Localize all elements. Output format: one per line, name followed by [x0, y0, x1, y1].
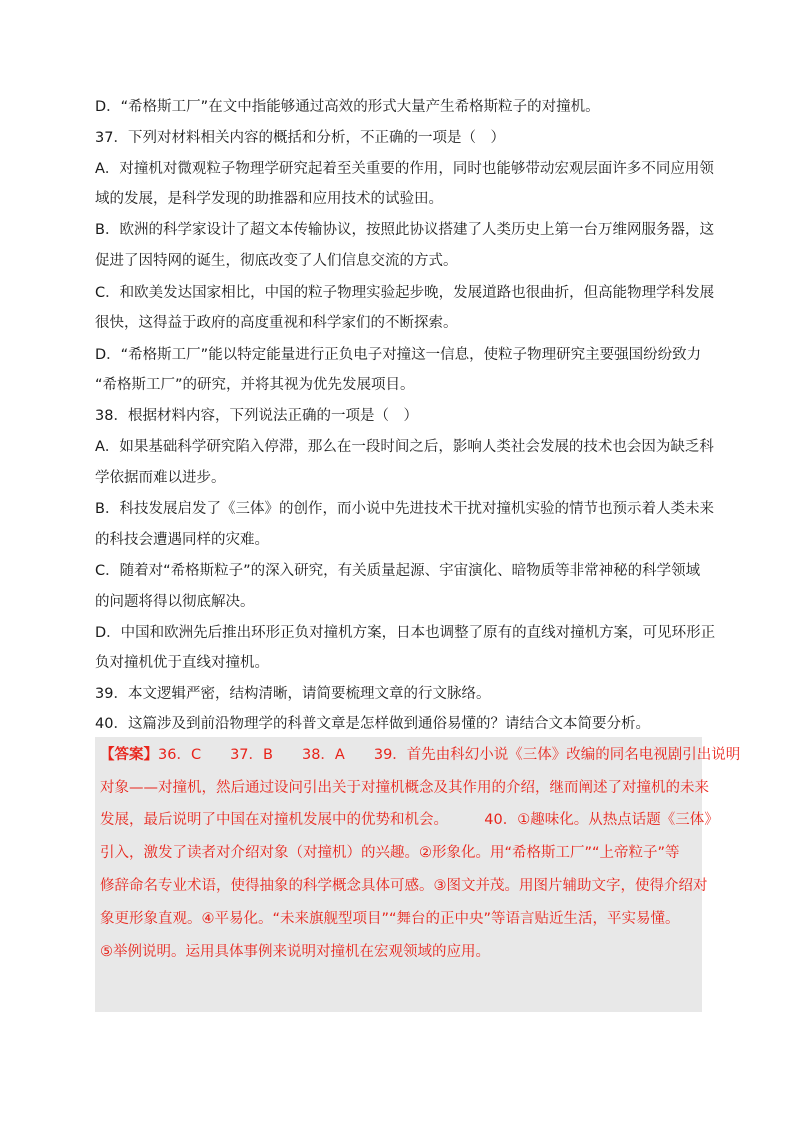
- option-d-q38-l1: D．中国和欧洲先后推出环形正负对撞机方案，日本也调整了原有的直线对撞机方案，可见环形正: [95, 625, 716, 641]
- option-a-q38-l2: 学依据而难以进步。: [95, 470, 226, 486]
- answer-text-1: 36．C 37．B 38．A 39．首先由科幻小说《三体》改编的同名电视剧引出说明: [158, 747, 741, 763]
- option-d-q37-l1: D．“希格斯工厂”能以特定能量进行正负电子对撞这一信息，使粒子物理研究主要强国纷纷致力: [95, 347, 702, 363]
- question-37: 37．下列对材料相关内容的概括和分析，不正确的一项是（ ）: [95, 130, 505, 146]
- option-c-q37-l2: 很快，这得益于政府的高度重视和科学家们的不断探索。: [95, 315, 458, 331]
- option-c-q38-l2: 的问题将得以彻底解决。: [95, 594, 255, 610]
- question-39: 39．本文逻辑严密，结构清晰，请简要梳理文章的行文脉络。: [95, 686, 491, 702]
- option-a-q38-l1: A．如果基础科学研究陷入停滞，那么在一段时间之后，影响人类社会发展的技术也会因为缺乏科: [95, 439, 714, 455]
- option-b-q38-l1: B．科技发展启发了《三体》的创作，而小说中先进技术干扰对撞机实验的情节也预示着人类未来: [95, 501, 714, 517]
- option-d-q37-l2: “希格斯工厂”的研究，并将其视为优先发展项目。: [95, 377, 415, 393]
- answer-line-5: 修辞命名专业术语，使得抽象的科学概念具体可感。③图文并茂。用图片辅助文字，使得介绍对: [100, 878, 708, 894]
- answer-line-2: 对象——对撞机，然后通过设问引出关于对撞机概念及其作用的介绍，继而阐述了对撞机的未来: [100, 780, 709, 796]
- option-d-q36: D．“希格斯工厂”在文中指能够通过高效的形式大量产生希格斯粒子的对撞机。: [95, 99, 600, 115]
- option-b-q37-l2: 促进了因特网的诞生，彻底改变了人们信息交流的方式。: [95, 253, 458, 269]
- option-d-q38-l2: 负对撞机优于直线对撞机。: [95, 655, 269, 671]
- answer-line-3: 发展，最后说明了中国在对撞机发展中的优势和机会。 40．①趣味化。从热点话题《三体》: [100, 812, 719, 828]
- option-b-q37-l1: B．欧洲的科学家设计了超文本传输协议，按照此协议搭建了人类历史上第一台万维网服务器，这: [95, 222, 714, 238]
- answer-line-4: 引入，激发了读者对介绍对象（对撞机）的兴趣。②形象化。用“希格斯工厂”“上帝粒子”等: [100, 845, 680, 861]
- question-40: 40．这篇涉及到前沿物理学的科普文章是怎样做到通俗易懂的？请结合文本简要分析。: [95, 716, 650, 732]
- option-c-q37-l1: C．和欧美发达国家相比，中国的粒子物理实验起步晚，发展道路也很曲折，但高能物理学科发展: [95, 285, 715, 301]
- option-a-q37-l2: 域的发展，是科学发现的助推器和应用技术的试验田。: [95, 191, 443, 207]
- answer-line-7: ⑤举例说明。运用具体事例来说明对撞机在宏观领域的应用。: [100, 944, 490, 960]
- question-38: 38．根据材料内容，下列说法正确的一项是（ ）: [95, 408, 418, 424]
- answer-line-1: [100, 745, 741, 765]
- answer-heading: 【答案】: [100, 747, 158, 763]
- option-c-q38-l1: C．随着对“希格斯粒子”的深入研究，有关质量起源、宇宙演化、暗物质等非常神秘的科学领域: [95, 563, 701, 579]
- option-a-q37-l1: A．对撞机对微观粒子物理学研究起着至关重要的作用，同时也能够带动宏观层面许多不同应用领: [95, 161, 714, 177]
- answer-line-6: 象更形象直观。④平易化。“未来旗舰型项目”“舞台的正中央”等语言贴近生活，平实易懂。: [100, 911, 680, 927]
- option-b-q38-l2: 的科技会遭遇同样的灾难。: [95, 532, 269, 548]
